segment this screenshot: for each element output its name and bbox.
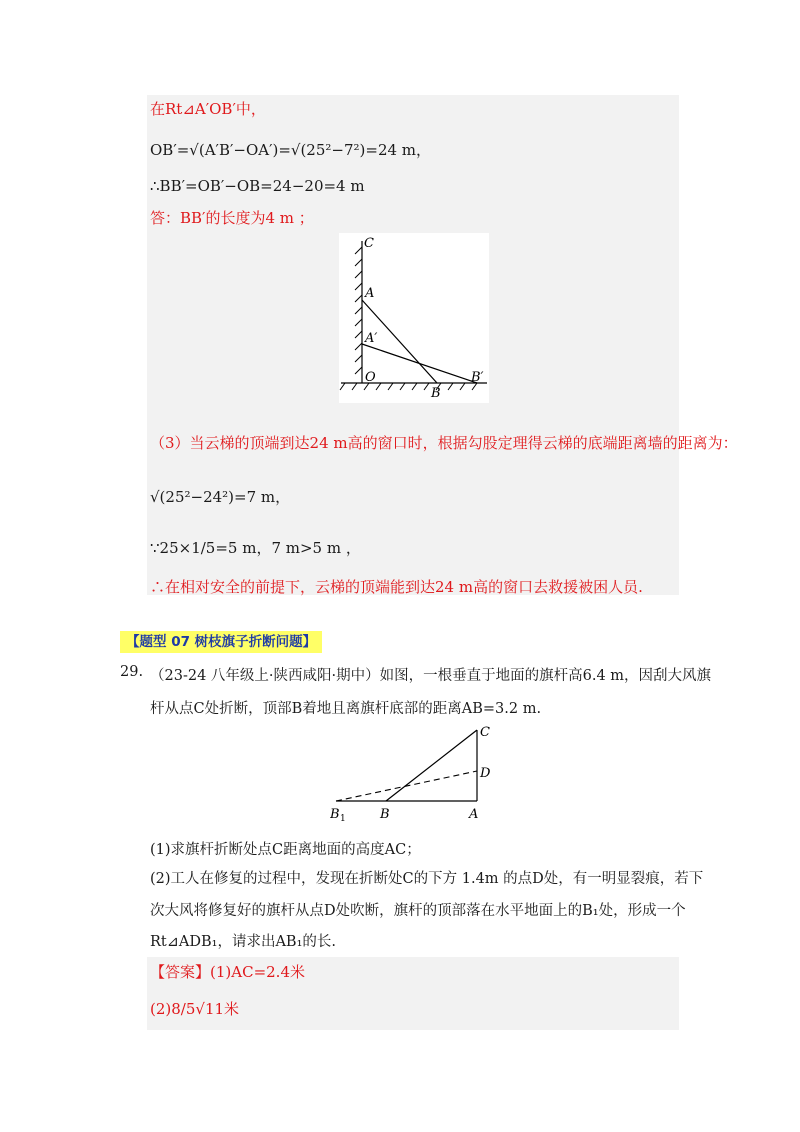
answer-tag: 【答案】 xyxy=(150,963,211,981)
flagpole-figure xyxy=(330,722,500,822)
label-d: D xyxy=(480,766,491,781)
answer-part-1: (1)AC=2.4米 xyxy=(210,963,305,981)
question-line-1: （23-24 八年级上·陕西咸阳·期中）如图，一根垂直于地面的旗杆高6.4 m，因刮大风旗 xyxy=(150,668,712,684)
label-a-prime: A′ xyxy=(365,331,378,346)
ladder-figure xyxy=(339,233,489,403)
ground-hatching xyxy=(340,383,477,390)
label-b: B xyxy=(380,807,390,822)
solution-line-5: （3）当云梯的顶端到达24 m高的窗口时，根据勾股定理得云梯的底端距离墙的距离为： xyxy=(150,434,738,452)
wall-hatching xyxy=(355,247,362,374)
question-number: 29. xyxy=(120,664,144,680)
question-part-2-line-2: 次大风将修复好的旗杆从点D处吹断，旗杆的顶部落在水平地面上的B₁处，形成一个 xyxy=(150,903,686,919)
question-part-1: (1)求旗杆折断处点C距离地面的高度AC； xyxy=(150,842,421,858)
label-b1-subscript: 1 xyxy=(340,814,346,822)
label-b1: B xyxy=(330,807,340,822)
label-c: C xyxy=(480,725,490,740)
broken-top-cb xyxy=(386,730,477,801)
label-b-prime: B′ xyxy=(471,370,484,385)
solution-line-4: 答：BB′的长度为4 m ； xyxy=(150,209,314,227)
flagpole-diagram xyxy=(330,722,500,822)
label-c: C xyxy=(364,236,374,251)
question-part-2-line-3: Rt⊿ADB₁，请求出AB₁的长. xyxy=(150,934,337,950)
label-a: A xyxy=(365,286,375,301)
label-a: A xyxy=(469,807,479,822)
answer-line-1 xyxy=(150,961,305,982)
question-part-2-line-1: (2)工人在修复的过程中，发现在折断处C的下方 1.4m 的点D处，有一明显裂痕，若下 xyxy=(150,871,704,887)
ladder-a-prime-b-prime xyxy=(362,344,477,383)
solution-line-8: ∴在相对安全的前提下，云梯的顶端能到达24 m高的窗口去救援被困人员. xyxy=(150,578,643,596)
label-o: O xyxy=(365,370,376,385)
dashed-db1 xyxy=(336,771,477,801)
label-b: B xyxy=(431,386,441,401)
answer-line-2: (2)8/5√11米 xyxy=(150,1000,240,1018)
question-line-2: 杆从点C处折断，顶部B着地且离旗杆底部的距离AB=3.2 m. xyxy=(150,701,542,717)
section-tag: 【题型 07 树枝旗子折断问题】 xyxy=(120,631,322,653)
solution-line-6: √(25²−24²)=7 m， xyxy=(150,488,291,506)
ladder-diagram xyxy=(339,233,489,403)
solution-line-3: ∴BB′=OB′−OB=24−20=4 m xyxy=(150,177,365,195)
solution-line-1: 在Rt⊿A′OB′中， xyxy=(150,100,266,118)
solution-line-2: OB′=√(A′B′−OA′)=√(25²−7²)=24 m， xyxy=(150,141,432,159)
solution-line-7: ∵25×1/5=5 m，7 m>5 m ， xyxy=(150,539,361,557)
